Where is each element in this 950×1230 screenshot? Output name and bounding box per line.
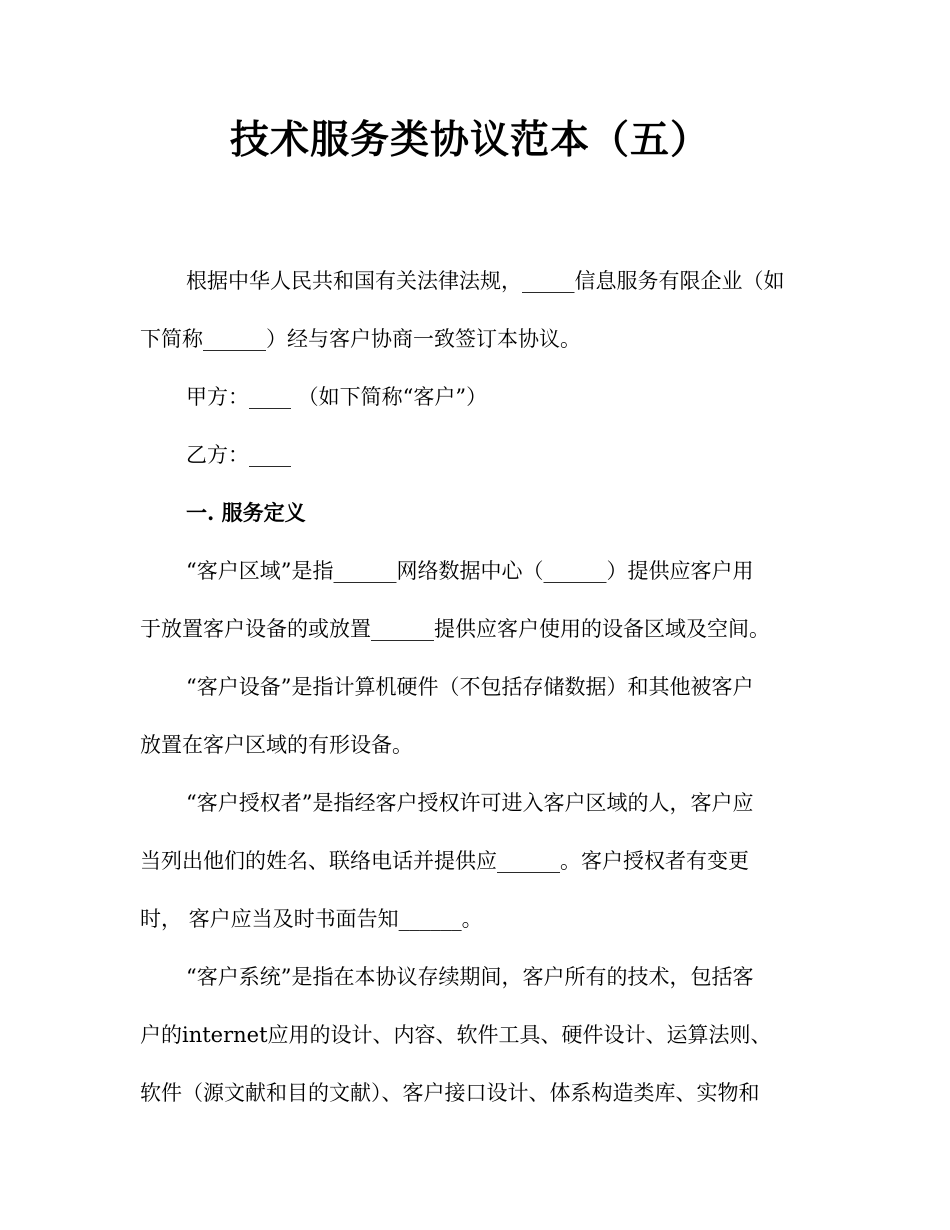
document-title: 技术服务类协议范本（五） xyxy=(229,117,710,163)
section-heading: 一. 服务定义 xyxy=(186,500,306,525)
paragraph-line: “客户区域”是指______网络数据中心（______）提供应客户用 xyxy=(186,559,754,583)
paragraph-line: 当列出他们的姓名、联络电话并提供应______。客户授权者有变更 xyxy=(140,849,749,873)
paragraph-line: 时， 客户应当及时书面告知______。 xyxy=(140,907,483,931)
paragraph-line: 放置在客户区域的有形设备。 xyxy=(140,733,413,757)
party-a-line: 甲方：____ （如下简称“客户”） xyxy=(186,385,488,409)
paragraph-line: 户的internet应用的设计、内容、软件工具、硬件设计、运算法则、 xyxy=(140,1023,772,1047)
paragraph-line: 于放置客户设备的或放置______提供应客户使用的设备区域及空间。 xyxy=(140,617,770,641)
paragraph-line: “客户系统”是指在本协议存续期间，客户所有的技术，包括客 xyxy=(186,965,754,989)
paragraph-line: “客户授权者”是指经客户授权许可进入客户区域的人，客户应 xyxy=(186,791,754,815)
paragraph-line: 根据中华人民共和国有关法律法规，_____信息服务有限企业（如 xyxy=(186,269,785,293)
paragraph-line: 软件（源文献和目的文献）、客户接口设计、体系构造类库、实物和 xyxy=(140,1081,760,1105)
paragraph-line: 下简称______）经与客户协商一致签订本协议。 xyxy=(140,327,581,351)
paragraph-line: “客户设备”是指计算机硬件（不包括存储数据）和其他被客户 xyxy=(186,675,754,699)
party-b-line: 乙方：____ xyxy=(186,443,291,467)
